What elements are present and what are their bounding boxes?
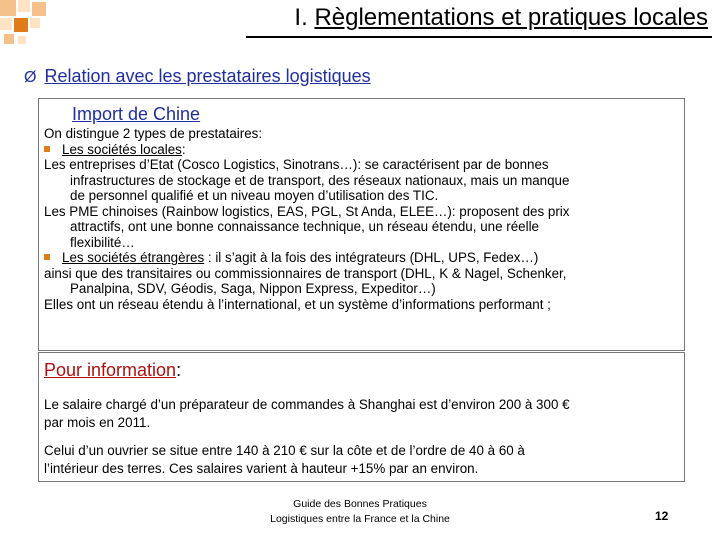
info-p2-line-2: l’intérieur des terres. Ces salaires varient à hauteur +15% par an environ. — [44, 461, 479, 476]
info-p1-line-2: par mois en 2011. — [44, 415, 151, 430]
bullet-local-label: Les sociétés locales — [62, 141, 182, 157]
foreign-line-3: Elles ont un réseau étendu à l’international, et un système d’informations performant ; — [44, 296, 551, 312]
info-paragraph-1 — [44, 396, 570, 432]
import-heading: Import de Chine — [72, 104, 201, 124]
import-intro: On distingue 2 types de prestataires: — [44, 126, 263, 141]
info-p1-line-1: Le salaire chargé d’un préparateur de commandes à Shanghai est d’environ 200 à 300 € — [44, 397, 570, 412]
footer-line-1: Guide des Bonnes Pratiques — [293, 498, 427, 510]
bullet-foreign — [44, 250, 684, 266]
import-body — [44, 126, 684, 312]
page-number: 12 — [655, 509, 669, 523]
arrow-bullet-icon: Ø — [24, 69, 37, 86]
title-divider — [246, 36, 712, 38]
foreign-line-1: ainsi que des transitaires ou commissionnaires de transport (DHL, K & Nagel, Schenker, — [44, 265, 567, 281]
title-text: Règlementations et pratiques locales — [314, 4, 708, 31]
info-heading-text: Pour information — [44, 360, 177, 380]
info-heading — [44, 360, 181, 381]
square-bullet-icon — [44, 146, 50, 152]
state-line-3: de personnel qualifié et un niveau moyen d’utilisation des TIC. — [70, 188, 439, 203]
bullet-foreign-suffix: : il s’agit à la fois des intégrateurs (DHL, UPS, Fedex…) — [204, 250, 539, 265]
bullet-foreign-label: Les sociétés étrangères — [62, 250, 205, 265]
pme-line-1: Les PME chinoises (Rainbow logistics, EAS, PGL, St Anda, ELEE…): proposent des prix — [44, 203, 570, 219]
bullet-local-suffix: : — [181, 141, 186, 157]
slide-title — [120, 4, 708, 32]
subtitle-text: Relation avec les prestataires logistiques — [44, 66, 371, 86]
title-prefix: I. — [294, 4, 315, 31]
pme-line-3: flexibilité… — [70, 234, 135, 250]
info-p2-line-1: Celui d’un ouvrier se situe entre 140 à 210 € sur la côte et de l’ordre de 40 à 60 à — [44, 443, 525, 458]
footer — [200, 497, 520, 527]
square-bullet-icon — [44, 254, 50, 260]
section-subtitle — [24, 66, 371, 87]
foreign-line-2: Panalpina, SDV, Géodis, Saga, Nippon Express, Expeditor…) — [70, 281, 436, 296]
info-paragraph-2 — [44, 442, 525, 478]
state-line-2: infrastructures de stockage et de transport, des réseaux nationaux, mais un manque — [70, 172, 570, 188]
info-heading-suffix: : — [176, 360, 182, 380]
pme-line-2: attractifs, ont une bonne connaissance technique, un réseau étendu, une réelle — [70, 219, 540, 234]
footer-line-2: Logistiques entre la France et la Chine — [270, 513, 450, 525]
state-line-1: Les entreprises d’Etat (Cosco Logistics, Sinotrans…): se caractérisent par de bonnes — [44, 157, 549, 172]
bullet-local — [44, 142, 684, 158]
